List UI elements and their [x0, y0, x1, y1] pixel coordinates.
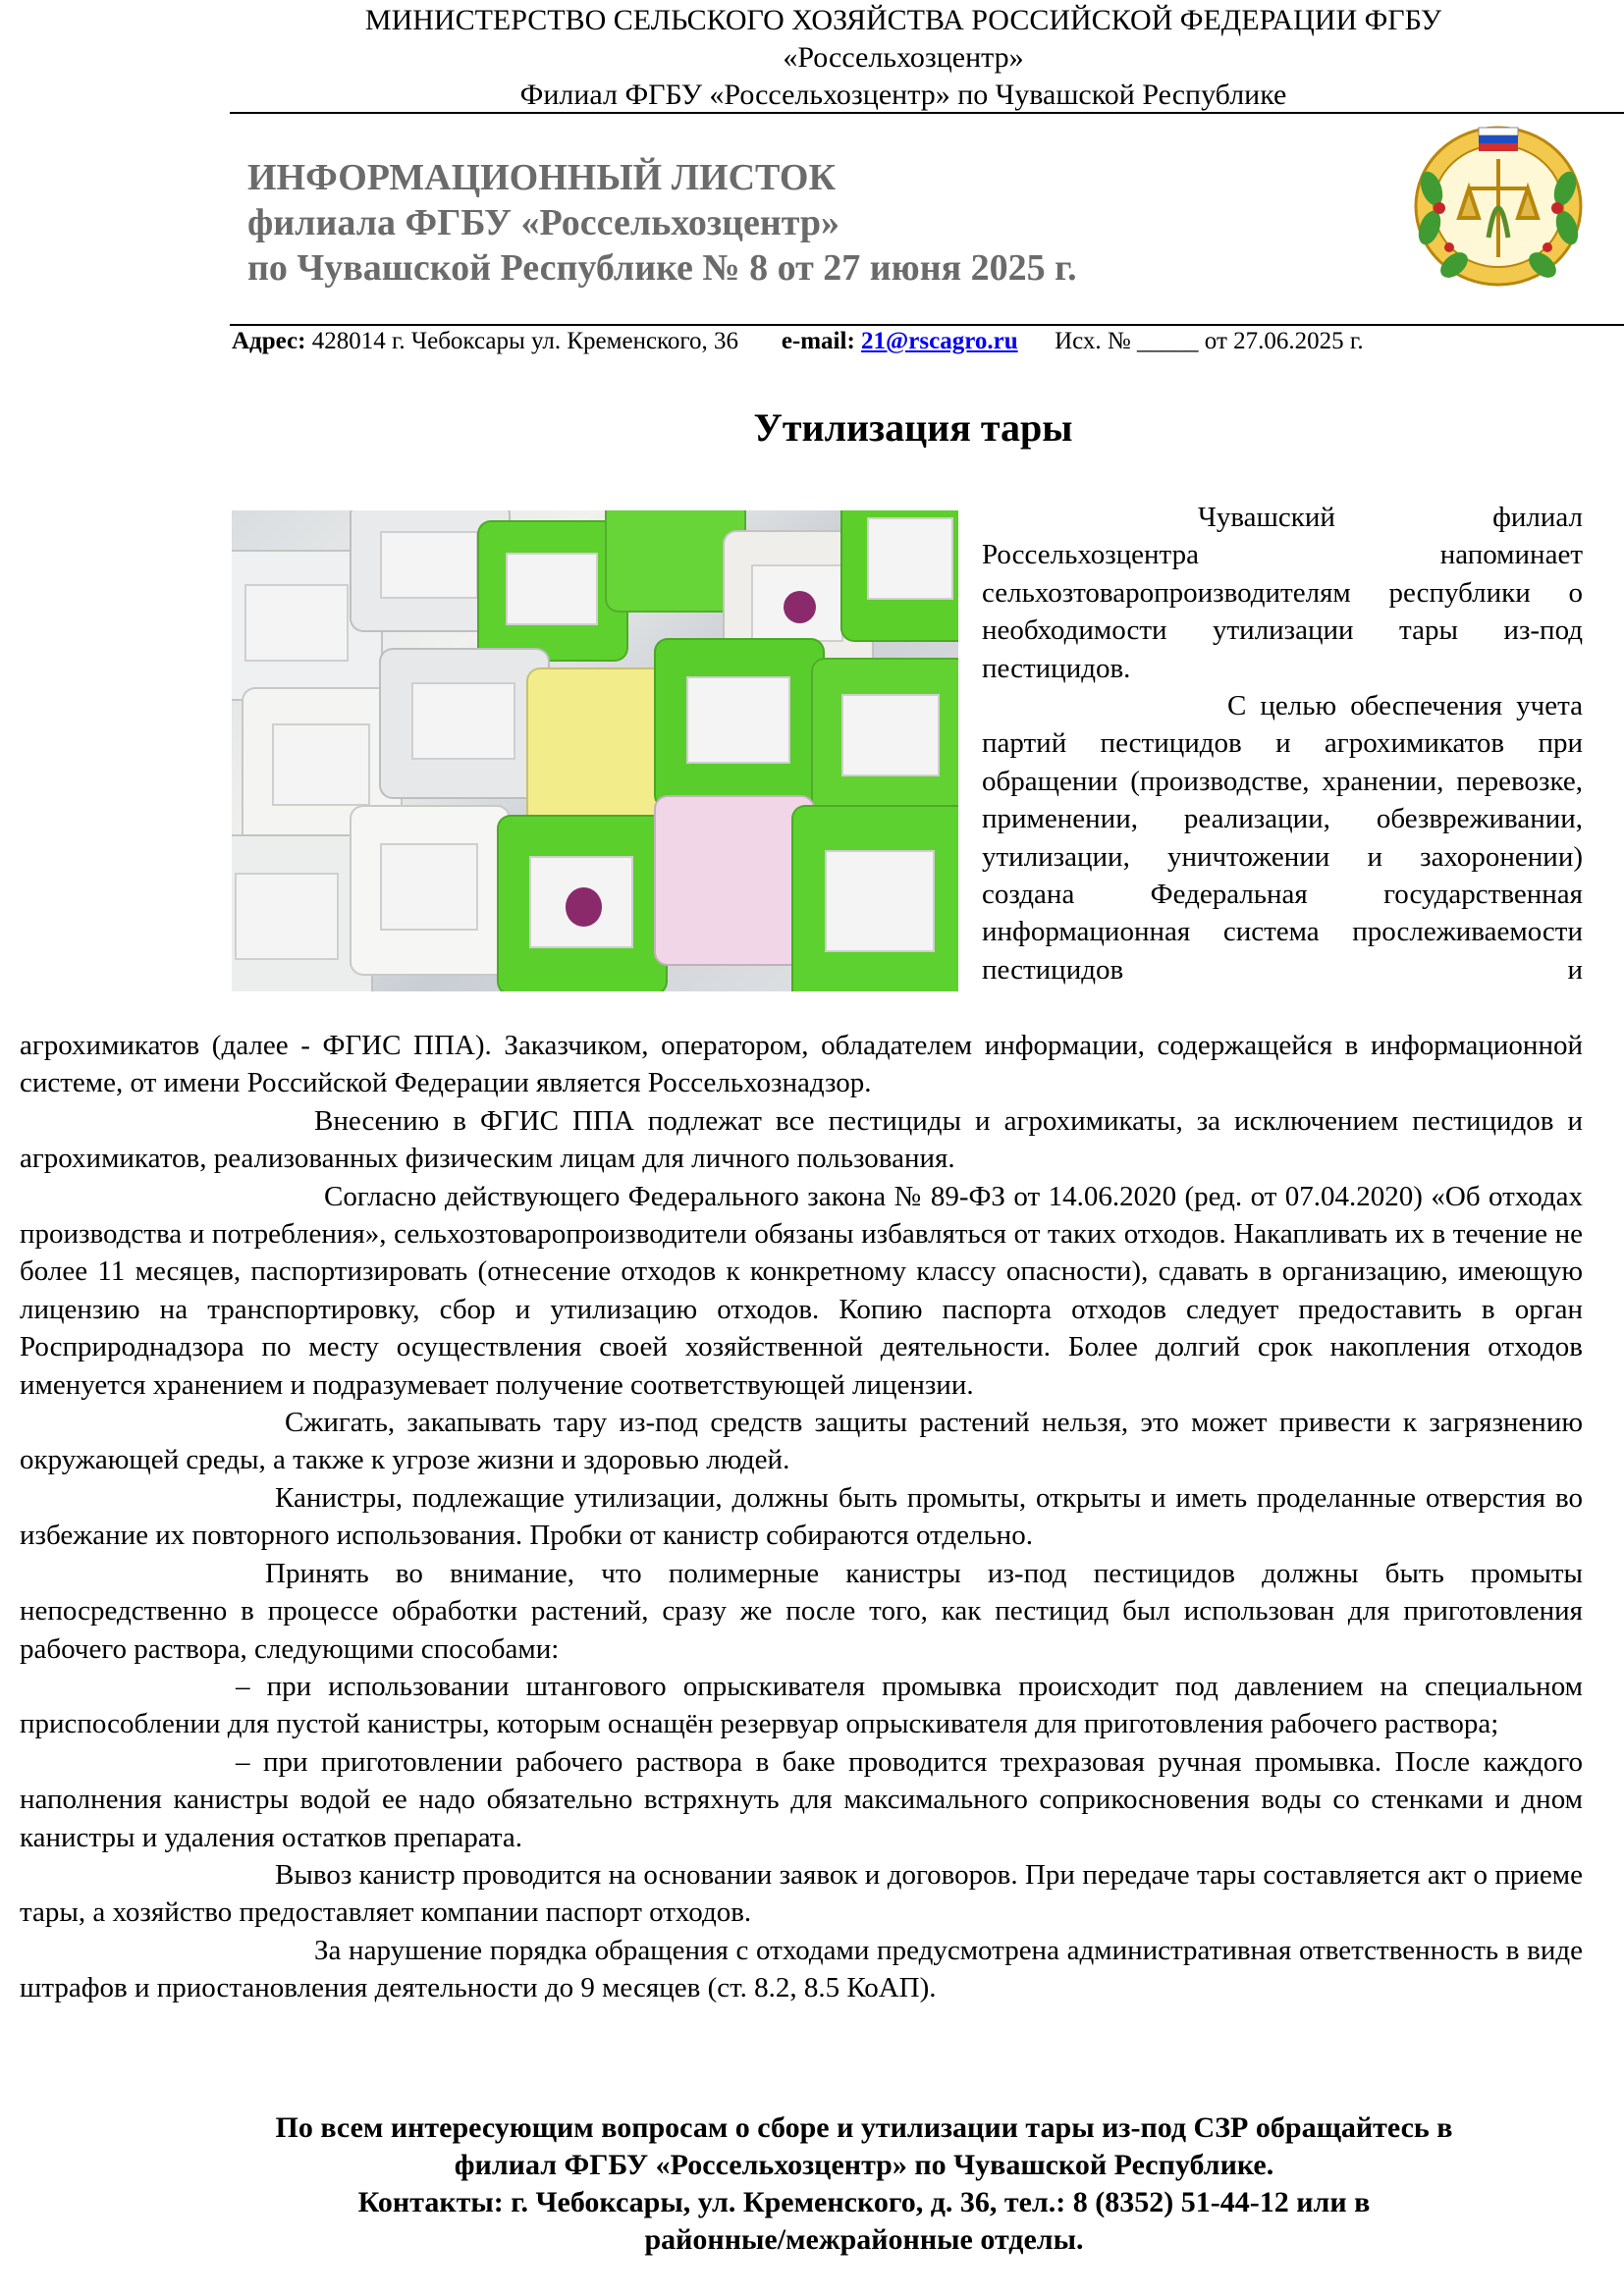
email-link[interactable]: 21@rscagro.ru [861, 328, 1018, 354]
outgoing-number: Исх. № _____ от 27.06.2025 г. [1055, 328, 1364, 354]
paragraph-fgis-scope: Внесению в ФГИС ППА подлежат все пестициды и агрохимикаты, за исключением пестицидов и агрохимикатов, реализованных физическим лицам для личного пользования. [20, 1104, 1583, 1175]
paragraph-removal: Вывоз канистр проводится на основании заявок и договоров. При передаче тары составляется акт о приеме тары, а хозяйство предоставляет компании паспорт отходов. [20, 1858, 1583, 1929]
address-line [232, 328, 1364, 355]
paragraph-penalty: За нарушение порядка обращения с отходами предусмотрена административная ответственность в виде штрафов и приостановления деятельности до 9 месяцев (ст. 8.2, 8.5 КоАП). [20, 1934, 1583, 2004]
paragraph-washing: Принять во внимание, что полимерные канистры из-под пестицидов должны быть промыты непосредственно в процессе обработки растений, сразу же после того, как пестицид был использован для приготовления рабочего раствора, следующими способами: [20, 1557, 1583, 1665]
footer-line2: филиал ФГБУ «Россельхозцентр» по Чувашской Республике. [454, 2149, 1274, 2181]
contacts-footer [177, 2109, 1551, 2259]
info-title-line3: по Чувашской Республике № 8 от 27 июня 2025 г. [247, 247, 1077, 289]
footer-line3: Контакты: г. Чебоксары, ул. Кременского, д. 36, тел.: 8 (8352) 51-44-12 или в [357, 2186, 1371, 2218]
paragraph-fgis-start: С целью обеспечения учета партий пестицидов и агрохимикатов при обращении (производстве, хранении, перевозке, применении, реализации, обезвреживании, утилизации, уничтожении и захоронении) создана Федеральная государственная информационная система прослеживаемости пестицидов и [982, 690, 1583, 986]
info-sheet-title [247, 155, 1077, 291]
pesticide-canisters-photo [232, 510, 958, 991]
address-label: Адрес: [232, 328, 306, 354]
address-value: 428014 г. Чебоксары ул. Кременского, 36 [311, 328, 739, 354]
footer-line4: районные/межрайонные отделы. [644, 2223, 1084, 2256]
footer-line1: По всем интересующим вопросам о сборе и утилизации тары из-под СЗР обращайтесь в [275, 2111, 1453, 2144]
paragraph-intro: Чувашский филиал Россельхозцентра напоминает сельхозтоваропроизводителям республики о необходимости утилизации тары из-под пестицидов. [982, 502, 1583, 684]
header-rule [230, 112, 1624, 114]
intro-column [982, 499, 1583, 988]
info-title-line2: филиала ФГБУ «Россельхозцентр» [247, 202, 840, 243]
paragraph-law: Согласно действующего Федерального закона № 89-ФЗ от 14.06.2020 (ред. от 07.04.2020) «Об отходах производства и потребления», сельхозтоваропроизводители обязаны избавляться от таких отходов. Накапливать их в течение не более 11 месяцев, паспортизировать (отнесение отходов к конкретному классу опасности), сдавать в организацию, имеющую лицензию на транспортировку, сбор и утилизацию отходов. Копию паспорта отходов следует предоставить в орган Росприроднадзора по месту осуществления своей хозяйственной деятельности. Более долгий срок накопления отходов именуется хранением и подразумевает получение соответствующей лицензии. [20, 1180, 1583, 1401]
address-rule [230, 324, 1624, 326]
emblem-wreath-icon [1410, 120, 1587, 289]
branch-line: Филиал ФГБУ «Россельхозцентр» по Чувашской Республике [519, 79, 1287, 111]
org-line: «Россельхозцентр» [783, 41, 1024, 74]
paragraph-ban: Сжигать, закапывать тару из-под средств защиты растений нельзя, это может привести к загрязнению окружающей среды, а также к угрозе жизни и здоровью людей. [20, 1407, 1583, 1476]
ministry-line: МИНИСТЕРСТВО СЕЛЬСКОГО ХОЗЯЙСТВА РОССИЙСКОЙ ФЕДЕРАЦИИ ФГБУ [364, 4, 1442, 36]
ministry-header [226, 2, 1581, 114]
info-title-line1: ИНФОРМАЦИОННЫЙ ЛИСТОК [247, 157, 837, 198]
article-body [20, 1027, 1583, 2007]
paragraph-method-sprayer: – при использовании штангового опрыскивателя промывка происходит под давлением на специальном приспособлении для пустой канистры, которым оснащён резервуар опрыскивателя для приготовления рабочего раствора; [20, 1670, 1583, 1740]
paragraph-canisters: Канистры, подлежащие утилизации, должны быть промыты, открыты и иметь проделанные отверстия во избежание их повторного использования. Пробки от канистр собираются отдельно. [20, 1481, 1583, 1552]
article-title: Утилизация тары [753, 405, 1073, 450]
paragraph-fgis-cont: агрохимикатов (далее - ФГИС ППА). Заказчиком, оператором, обладателем информации, содержащейся в информационной системе, от имени Российской Федерации является Россельхознадзор. [20, 1030, 1583, 1099]
email-label: e-mail: [781, 328, 855, 354]
paragraph-method-manual: – при приготовлении рабочего раствора в баке проводится трехразовая ручная промывка. После каждого наполнения канистры водой ее надо обязательно встряхнуть для максимального соприкосновения воды со стенками и дном канистры и удаления остатков препарата. [20, 1745, 1583, 1853]
